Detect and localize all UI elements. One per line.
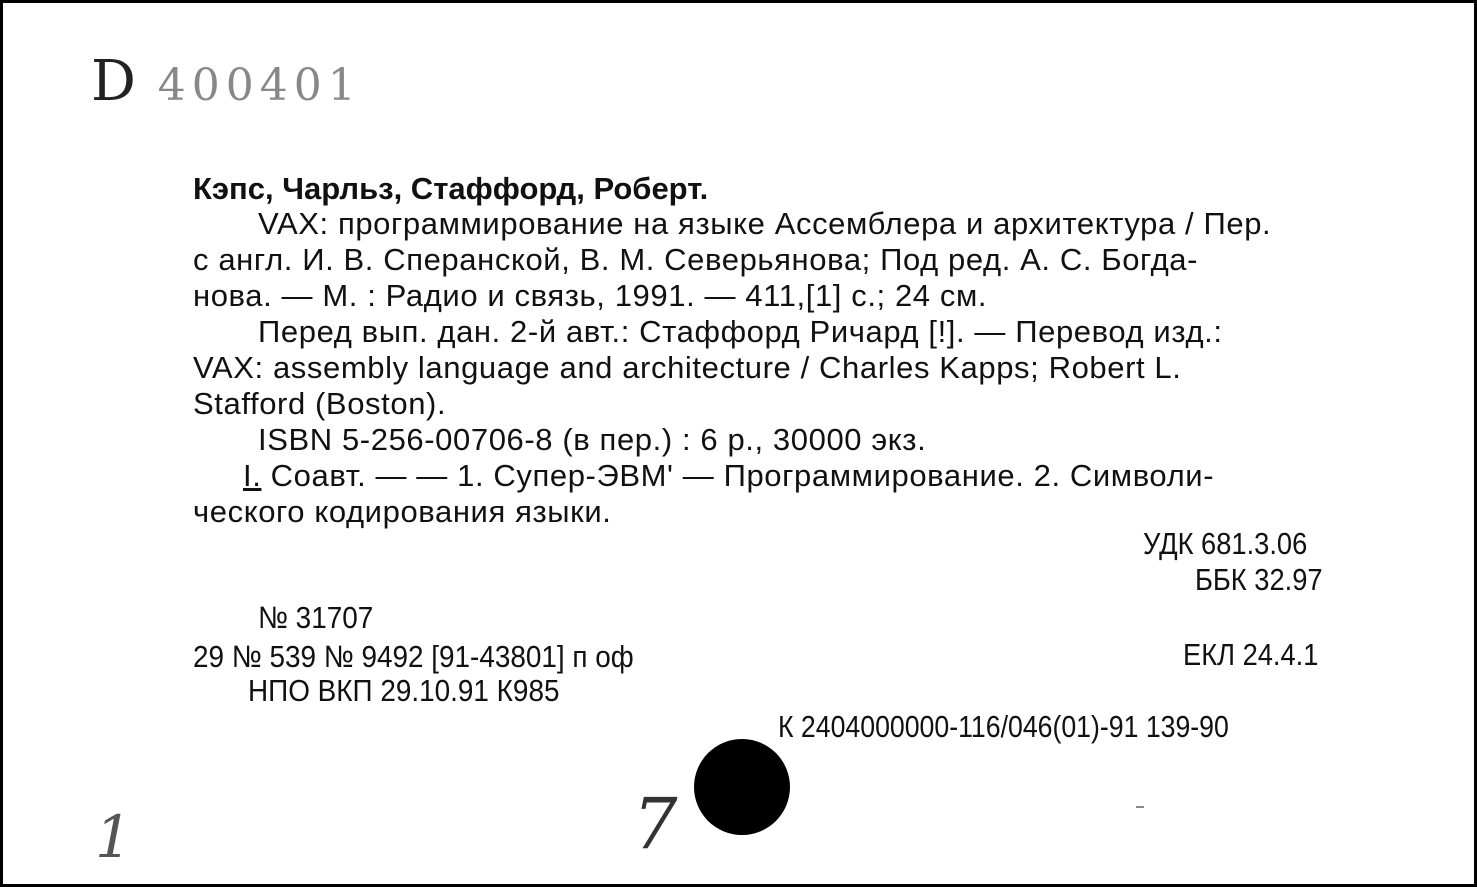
stamp-number: 400401	[157, 60, 362, 111]
stray-mark	[1136, 806, 1144, 808]
npo-line: НПО ВКП 29.10.91 К985	[248, 673, 560, 708]
inventory-stamp	[91, 49, 362, 114]
ekl-code: ЕКЛ 24.4.1	[1183, 637, 1319, 672]
order-number: № 31707	[258, 600, 374, 635]
title-line-3: нова. — М. : Радио и связь, 1991. — 411,[1] с.; 24 см.	[193, 278, 988, 313]
subject-line-2: ческого кодирования языки.	[193, 494, 612, 529]
subject-prefix: I.	[243, 458, 262, 493]
print-line: 29 № 539 № 9492 [91-43801] п оф	[193, 639, 634, 674]
catalog-code-line: К 2404000000-116/046(01)-91 139-90	[778, 709, 1229, 744]
stamp-letter: D	[91, 49, 138, 114]
note-line-3: Stafford (Boston).	[193, 386, 447, 421]
punched-hole	[694, 739, 790, 835]
note-line-1: Перед вып. дан. 2-й авт.: Стаффорд Ричард [!]. — Перевод изд.:	[258, 314, 1223, 349]
title-line-1: VAX: программирование на языке Ассемблера и архитектура / Пер.	[258, 206, 1272, 241]
subject-text: Соавт. — — 1. Супер-ЭВМ' — Программирование. 2. Символи-	[261, 458, 1215, 493]
handwritten-number-center: 7	[633, 783, 678, 865]
subject-line-1	[243, 458, 1214, 494]
handwritten-number-left: 1	[95, 803, 132, 871]
author-heading: Кэпс, Чарльз, Стаффорд, Роберт.	[193, 171, 709, 206]
udk-code: УДК 681.3.06	[1143, 526, 1308, 561]
bbk-code: ББК 32.97	[1195, 562, 1323, 597]
note-line-2: VAX: assembly language and architecture / Charles Kapps; Robert L.	[193, 350, 1182, 385]
title-line-2: с англ. И. В. Сперанской, В. М. Северьянова; Под ред. А. С. Богда-	[193, 242, 1199, 277]
isbn-line: ISBN 5-256-00706-8 (в пер.) : 6 р., 30000 экз.	[258, 422, 927, 457]
